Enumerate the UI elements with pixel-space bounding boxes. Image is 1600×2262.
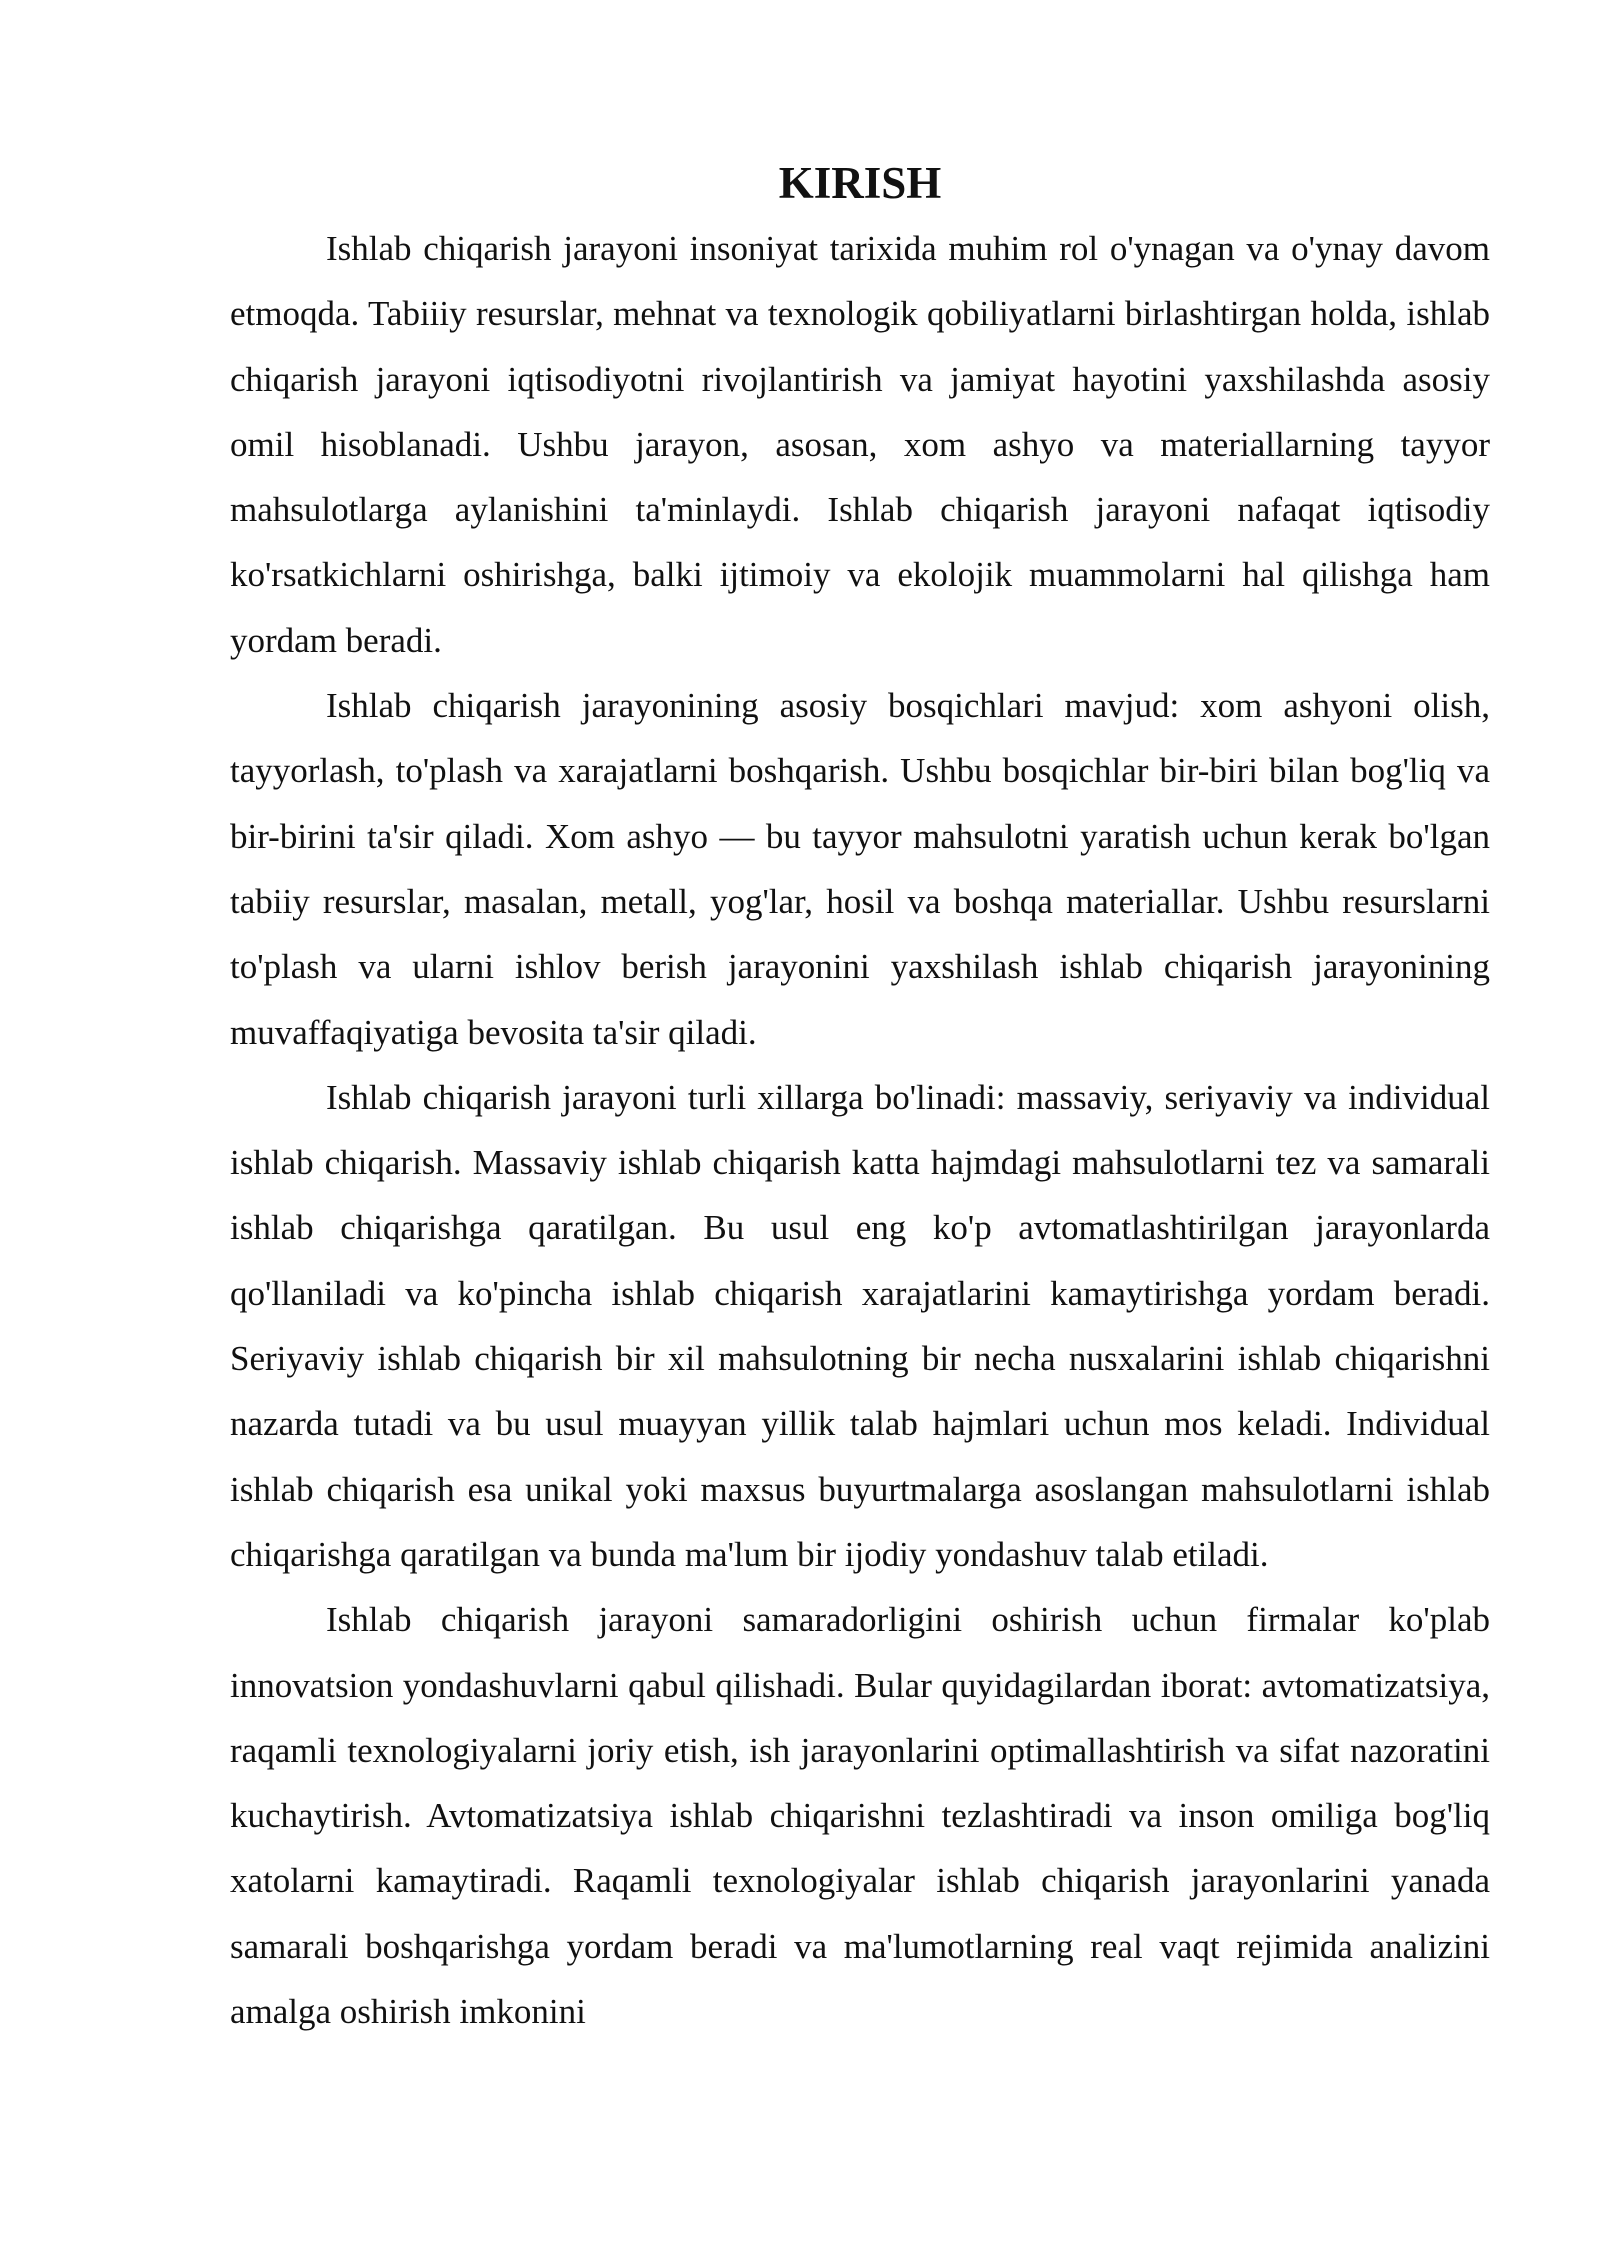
document-page bbox=[230, 150, 1490, 2044]
document-title: KIRISH bbox=[778, 158, 942, 208]
paragraph-4: Ishlab chiqarish jarayoni samaradorligini oshirish uchun firmalar ko'plab innovatsion yondashuvlarni qabul qilishadi. Bular quyidagilardan iborat: avtomatizatsiya, raqamli texnologiyalarni joriy etish, ish jarayonlarini optimallashtirish va sifat nazoratini kuchaytirish. Avtomatizatsiya ishlab chiqarishni tezlashtiradi va inson omiliga bog'liq xatolarni kamaytiradi. Raqamli texnologiyalar ishlab chiqarish jarayonlarini yanada samarali boshqarishga yordam beradi va ma'lumotlarning real vaqt rejimida analizini amalga oshirish imkonini bbox=[230, 1600, 1490, 2032]
paragraph-3: Ishlab chiqarish jarayoni turli xillarga bo'linadi: massaviy, seriyaviy va individual ishlab chiqarish. Massaviy ishlab chiqarish katta hajmdagi mahsulotlarni tez va samarali ishlab chiqarishga qaratilgan. Bu usul eng ko'p avtomatlashtirilgan jarayonlarda qo'llaniladi va ko'pincha ishlab chiqarish xarajatlarini kamaytirishga yordam beradi. Seriyaviy ishlab chiqarish bir xil mahsulotning bir necha nusxalarini ishlab chiqarishni nazarda tutadi va bu usul muayyan yillik talab hajmlari uchun mos keladi. Individual ishlab chiqarish esa unikal yoki maxsus buyurtmalarga asoslangan mahsulotlarni ishlab chiqarishga qaratilgan va bunda ma'lum bir ijodiy yondashuv talab etiladi. bbox=[230, 1077, 1490, 1574]
paragraph-2: Ishlab chiqarish jarayonining asosiy bosqichlari mavjud: xom ashyoni olish, tayyorlash, to'plash va xarajatlarni boshqarish. Ushbu bosqichlar bir-biri bilan bog'liq va bir-birini ta'sir qiladi. Xom ashyo — bu tayyor mahsulotni yaratish uchun kerak bo'lgan tabiiy resurslar, masalan, metall, yog'lar, hosil va boshqa materiallar. Ushbu resurslarni to'plash va ularni ishlov berish jarayonini yaxshilash ishlab chiqarish jarayonining muvaffaqiyatiga bevosita ta'sir qiladi. bbox=[230, 686, 1490, 1052]
paragraph-1: Ishlab chiqarish jarayoni insoniyat tarixida muhim rol o'ynagan va o'ynay davom etmoqda. Tabiiiy resurslar, mehnat va texnologik qobiliyatlarni birlashtirgan holda, ishlab chiqarish jarayoni iqtisodiyotni rivojlantirish va jamiyat hayotini yaxshilashda asosiy omil hisoblanadi. Ushbu jarayon, asosan, xom ashyo va materiallarning tayyor mahsulotlarga aylanishini ta'minlaydi. Ishlab chiqarish jarayoni nafaqat iqtisodiy ko'rsatkichlarni oshirishga, balki ijtimoiy va ekolojik muammolarni hal qilishga ham yordam beradi. bbox=[230, 229, 1490, 660]
